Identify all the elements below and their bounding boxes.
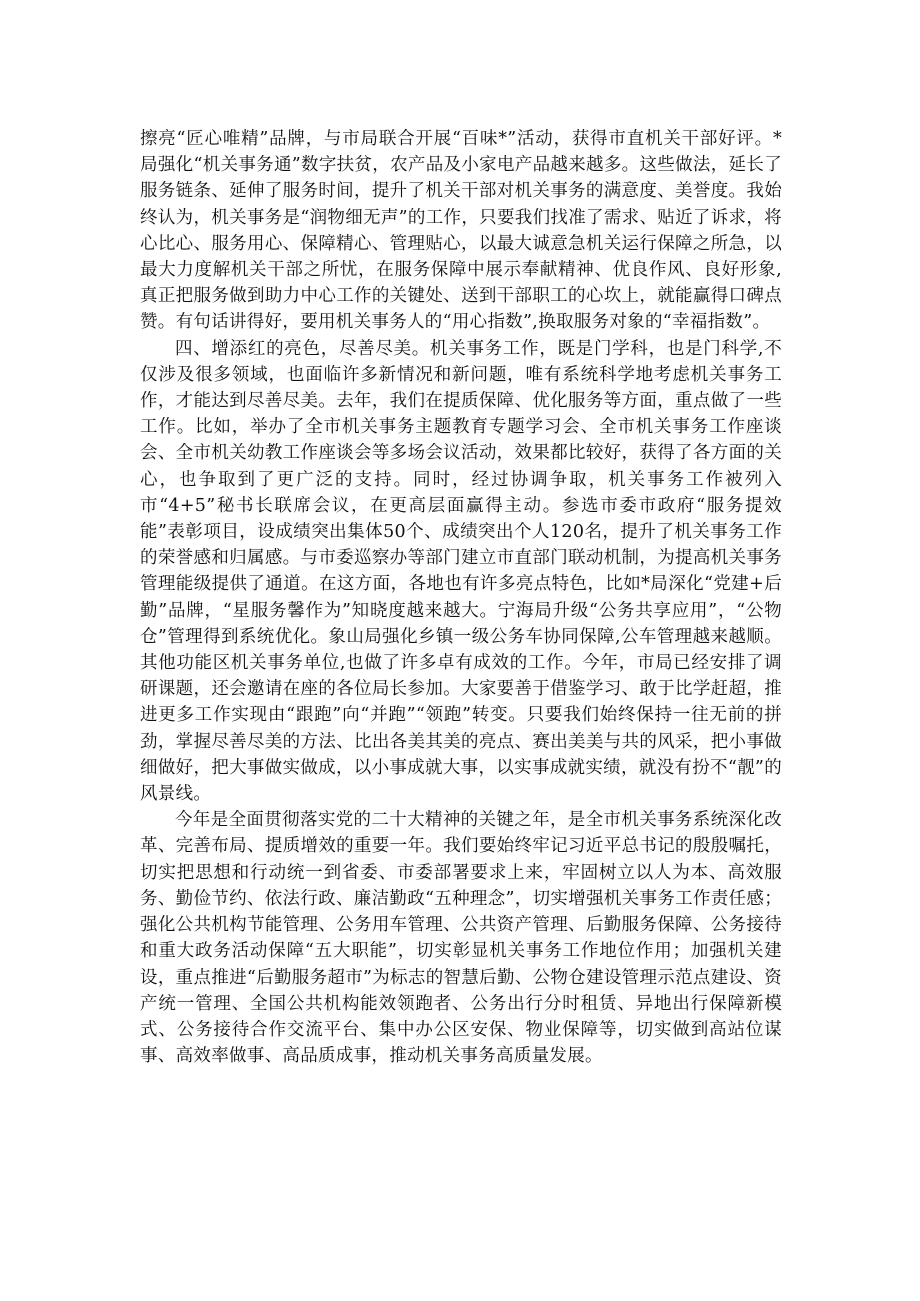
paragraph-section-four: 四、增添红的亮色，尽善尽美。机关事务工作，既是门学科，也是门科学,不仅涉及很多领域，也面临许多新情况和新问题，唯有系统科学地考虑机关事务工作，才能达到尽善尽美。去年，我们在提质保障、优化服务等方面，重点做了一些工作。比如，举办了全市机关事务主题教育专题学习会、全市机关事务工作座谈会、全市机关幼教工作座谈会等多场会议活动，效果都比较好，获得了各方面的关心，也争取到了更广泛的支持。同时，经过协调争取，机关事务工作被列入市“4+5”秘书长联席会议，在更高层面赢得主动。参选市委市政府“服务提效能”表彰项目，设成绩突出集体50个、成绩突出个人120名，提升了机关事务工作的荣誉感和归属感。与市委巡察办等部门建立市直部门联动机制，为提高机关事务管理能级提供了通道。在这方面，各地也有许多亮点特色，比如*局深化“党建+后勤”品牌，“星服务馨作为”知晓度越来越大。宁海局升级“公务共享应用”，“公物仓”管理得到系统优化。象山局强化乡镇一级公务车协同保障,公车管理越来越顺。其他功能区机关事务单位,也做了许多卓有成效的工作。今年，市局已经安排了调研课题，还会邀请在座的各位局长参加。大家要善于借鉴学习、敢于比学赶超，推进更多工作实现由“跟跑”向“并跑”“领跑”转变。只要我们始终保持一往无前的拼劲，掌握尽善尽美的方法、比出各美其美的亮点、赛出美美与共的风采，把小事做细做好，把大事做实做成，以小事成就大事，以实事成就实绩，就没有扮不“靓”的风景线。: [140, 338, 782, 805]
document-body: [140, 126, 782, 1069]
paragraph-this-year: 今年是全面贯彻落实党的二十大精神的关键之年，是全市机关事务系统深化改革、完善布局、提质增效的重要一年。我们要始终牢记习近平总书记的殷殷嘱托，切实把思想和行动统一到省委、市委部署要求上来，牢固树立以人为本、高效服务、勤俭节约、依法行政、廉洁勤政“五种理念”，切实增强机关事务工作责任感；强化公共机构节能管理、公务用车管理、公共资产管理、后勤服务保障、公务接待和重大政务活动保障“五大职能”，切实彰显机关事务工作地位作用；加强机关建设，重点推进“后勤服务超市”为标志的智慧后勤、公物仓建设管理示范点建设、资产统一管理、全国公共机构能效领跑者、公务出行分时租赁、异地出行保障新模式、公务接待合作交流平台、集中办公区安保、物业保障等，切实做到高站位谋事、高效率做事、高品质成事，推动机关事务高质量发展。: [140, 810, 782, 1067]
paragraph-service-chain: 擦亮“匠心唯精”品牌，与市局联合开展“百味*”活动，获得市直机关干部好评。*局强化“机关事务通”数字扶贫，农产品及小家电产品越来越多。这些做法，延长了服务链条、延伸了服务时间，提升了机关干部对机关事务的满意度、美誉度。我始终认为，机关事务是“润物细无声”的工作，只要我们找准了需求、贴近了诉求，将心比心、服务用心、保障精心、管理贴心，以最大诚意急机关运行保障之所急，以最大力度解机关干部之所忧，在服务保障中展示奉献精神、优良作风、良好形象,真正把服务做到助力中心工作的关键处、送到干部职工的心坎上，就能赢得口碑点赞。有句话讲得好，要用机关事务人的“用心指数”,换取服务对象的“幸福指数”。: [140, 129, 782, 333]
